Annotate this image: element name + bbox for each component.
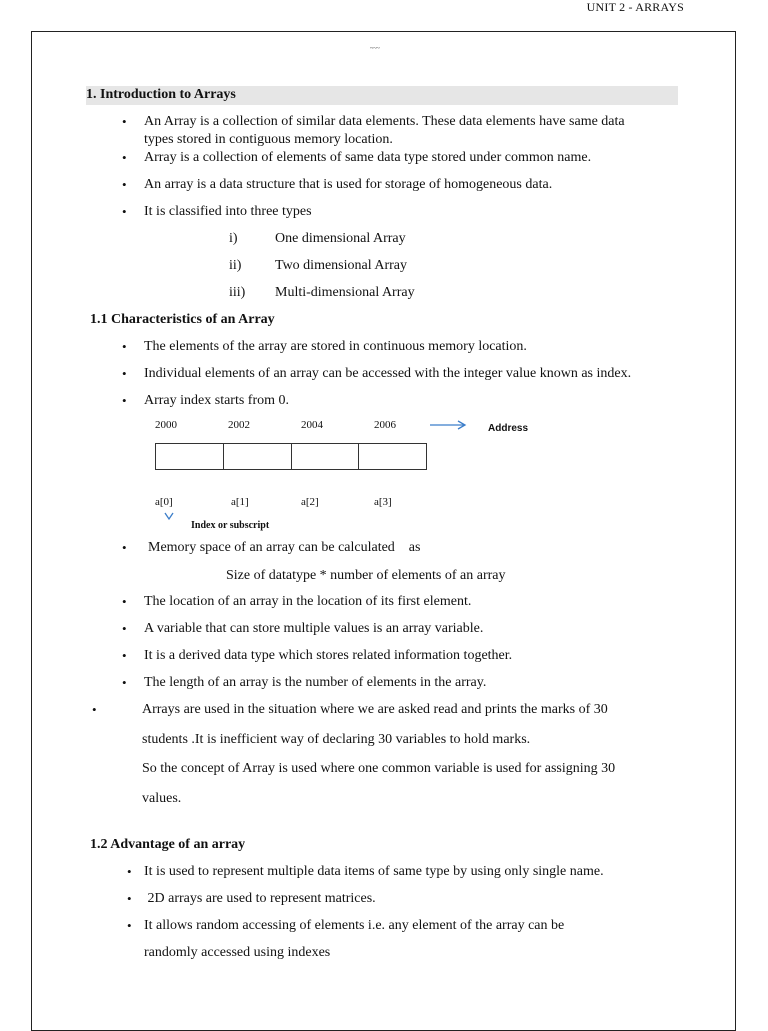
index-label: a[2] bbox=[301, 496, 319, 508]
bullet-dot: • bbox=[127, 918, 132, 933]
list-item: It is a derived data type which stores related information together. bbox=[144, 648, 513, 663]
bullet-dot: • bbox=[122, 150, 127, 165]
type-number: iii) bbox=[229, 285, 246, 300]
bullet-dot: • bbox=[127, 864, 132, 879]
list-item: It is used to represent multiple data items of same type by using only single name. bbox=[144, 864, 604, 879]
list-item: An Array is a collection of similar data elements. These data elements have same data bbox=[144, 114, 625, 129]
list-item: Individual elements of an array can be accessed with the integer value known as index. bbox=[144, 366, 632, 381]
section-1-heading: 1. Introduction to Arrays bbox=[86, 87, 236, 102]
address-label: 2004 bbox=[301, 419, 323, 431]
type-label: One dimensional Array bbox=[275, 231, 406, 246]
down-arrow-icon bbox=[163, 510, 175, 522]
page-mark: ~~~ bbox=[370, 46, 380, 52]
address-label: 2006 bbox=[374, 419, 396, 431]
array-cell bbox=[224, 444, 292, 469]
paragraph-line: So the concept of Array is used where one common variable is used for assigning 30 bbox=[142, 761, 616, 776]
address-label: 2002 bbox=[228, 419, 250, 431]
array-cell bbox=[156, 444, 224, 469]
bullet-dot: • bbox=[122, 366, 127, 381]
bullet-dot: • bbox=[122, 177, 127, 192]
bullet-dot: • bbox=[122, 675, 127, 690]
bullet-dot: • bbox=[122, 594, 127, 609]
list-item: 2D arrays are used to represent matrices. bbox=[144, 891, 376, 906]
list-item: Array index starts from 0. bbox=[144, 393, 290, 408]
type-label: Multi-dimensional Array bbox=[275, 285, 415, 300]
list-item: A variable that can store multiple values is an array variable. bbox=[144, 621, 484, 636]
list-item: Array is a collection of elements of same data type stored under common name. bbox=[144, 150, 592, 165]
list-item: Memory space of an array can be calculated as bbox=[148, 540, 421, 555]
index-label: a[1] bbox=[231, 496, 249, 508]
list-item: The elements of the array are stored in continuous memory location. bbox=[144, 339, 527, 354]
array-cells bbox=[155, 443, 427, 470]
index-label: a[3] bbox=[374, 496, 392, 508]
bullet-dot: • bbox=[92, 702, 97, 717]
formula-text: Size of datatype * number of elements of an array bbox=[226, 568, 506, 583]
list-item: The location of an array in the location of its first element. bbox=[144, 594, 472, 609]
array-cell bbox=[359, 444, 426, 469]
index-caption: Index or subscript bbox=[191, 520, 270, 531]
bullet-dot: • bbox=[122, 393, 127, 408]
address-label: 2000 bbox=[155, 419, 177, 431]
list-item: The length of an array is the number of elements in the array. bbox=[144, 675, 487, 690]
address-caption: Address bbox=[488, 423, 529, 434]
type-number: ii) bbox=[229, 258, 242, 273]
bullet-dot: • bbox=[122, 204, 127, 219]
list-item: An array is a data structure that is used for storage of homogeneous data. bbox=[144, 177, 553, 192]
type-label: Two dimensional Array bbox=[275, 258, 407, 273]
bullet-dot: • bbox=[122, 339, 127, 354]
bullet-dot: • bbox=[122, 621, 127, 636]
section-1-1-heading: 1.1 Characteristics of an Array bbox=[90, 312, 275, 327]
list-item-continuation: randomly accessed using indexes bbox=[144, 945, 331, 960]
list-item: types stored in contiguous memory location. bbox=[144, 132, 393, 147]
bullet-dot: • bbox=[122, 114, 127, 129]
paragraph-line: values. bbox=[142, 791, 182, 806]
list-item: It allows random accessing of elements i.e. any element of the array can be bbox=[144, 918, 565, 933]
type-number: i) bbox=[229, 231, 238, 246]
array-cell bbox=[292, 444, 360, 469]
page-header-unit-title: UNIT 2 - ARRAYS bbox=[586, 0, 684, 14]
section-1-2-heading: 1.2 Advantage of an array bbox=[90, 837, 246, 852]
paragraph-line: students .It is inefficient way of declaring 30 variables to hold marks. bbox=[142, 732, 531, 747]
paragraph-line: Arrays are used in the situation where we are asked read and prints the marks of 30 bbox=[142, 702, 608, 717]
bullet-dot: • bbox=[127, 891, 132, 906]
bullet-dot: • bbox=[122, 648, 127, 663]
bullet-dot: • bbox=[122, 540, 127, 555]
list-item: It is classified into three types bbox=[144, 204, 312, 219]
index-label: a[0] bbox=[155, 496, 173, 508]
right-arrow-icon bbox=[428, 418, 468, 432]
